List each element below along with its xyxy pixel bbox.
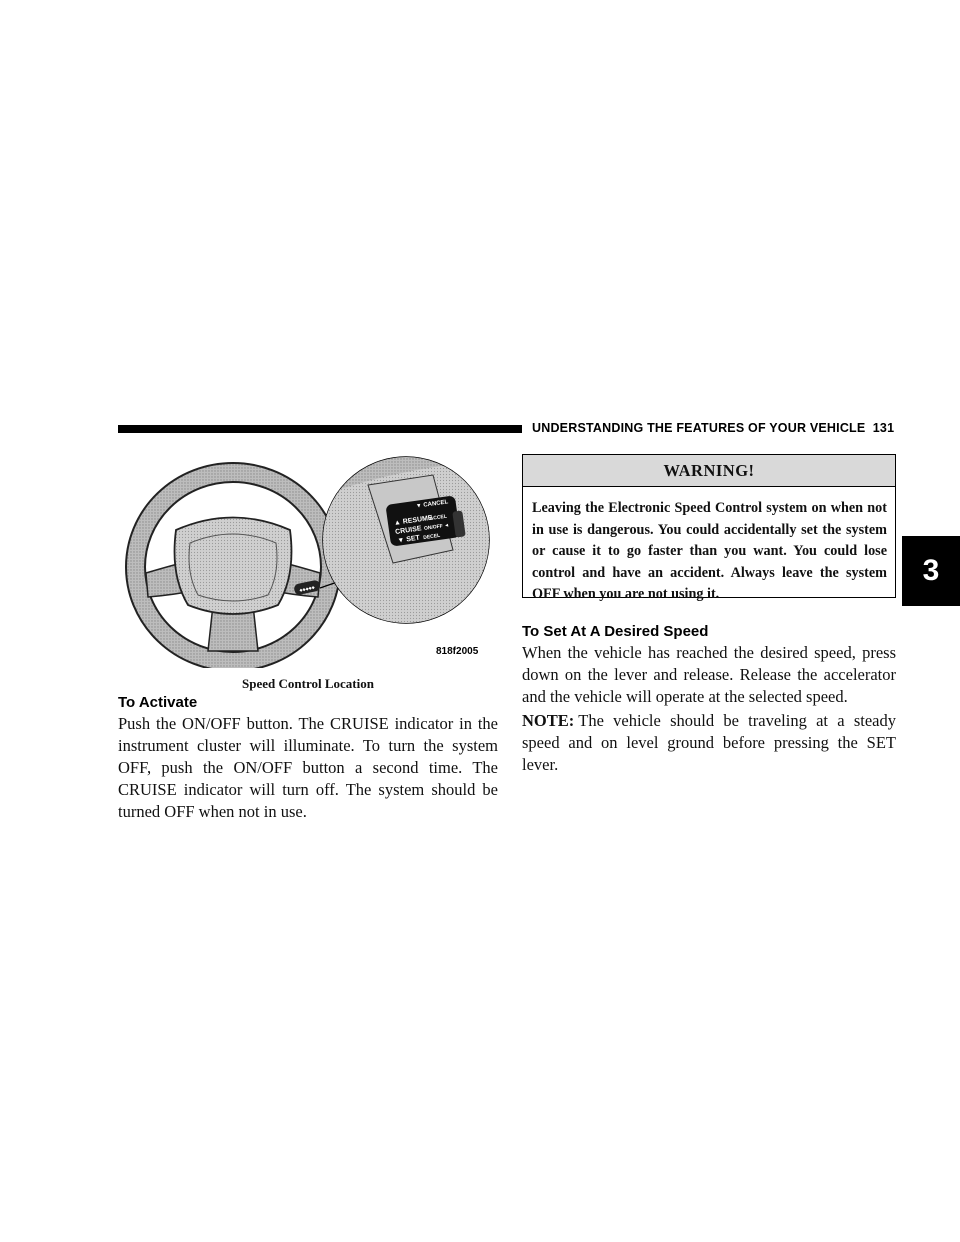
header-title: UNDERSTANDING THE FEATURES OF YOUR VEHICLE xyxy=(532,421,866,435)
label-resume: ▲ RESUME xyxy=(393,514,434,528)
steering-wheel-illustration xyxy=(118,455,498,668)
activate-heading: To Activate xyxy=(118,694,198,711)
activate-body: Push the ON/OFF button. The CRUISE indicator in the instrument cluster will illuminate. To turn the system OFF, push the ON/OFF button a second time. The CRUISE indicator will turn off. The system should be turned OFF when not in use. xyxy=(118,714,498,821)
note-text: The vehicle should be traveling at a steady speed and on level ground before pressing the SET lever. xyxy=(522,711,896,774)
set-speed-body: When the vehicle has reached the desired speed, press down on the lever and release. Release the accelerator and the vehicle will operate at the selected speed. xyxy=(522,643,896,706)
warning-title: WARNING! xyxy=(523,455,895,487)
set-speed-heading: To Set At A Desired Speed xyxy=(522,623,709,640)
figure-caption: Speed Control Location xyxy=(242,676,374,691)
label-set: ▼ SET xyxy=(397,534,421,545)
label-cancel: ▼ CANCEL xyxy=(415,499,449,510)
warning-body: Leaving the Electronic Speed Control system on when not in use is dangerous. You could accidentally set the system or cause it to go faster than you want. You could lose control and have an accident. Always leave the system OFF when you are not using it. xyxy=(532,500,887,602)
header-rule xyxy=(118,425,522,433)
speed-control-figure xyxy=(118,455,498,668)
note-paragraph xyxy=(522,710,896,776)
note-label: NOTE: xyxy=(522,711,575,730)
page-number: 131 xyxy=(872,421,895,435)
label-onoff: ON/OFF ◄ xyxy=(423,522,450,532)
warning-box xyxy=(522,454,896,602)
running-header xyxy=(532,421,894,435)
label-decel: DECEL xyxy=(422,532,441,542)
svg-text:◆◆◆◆◆: ◆◆◆◆◆ xyxy=(298,584,316,593)
chapter-tab: 3 xyxy=(902,536,960,606)
label-accel: ACCEL xyxy=(429,513,448,523)
label-cruise: CRUISE xyxy=(394,525,423,536)
figure-code: 818f2005 xyxy=(436,646,479,657)
